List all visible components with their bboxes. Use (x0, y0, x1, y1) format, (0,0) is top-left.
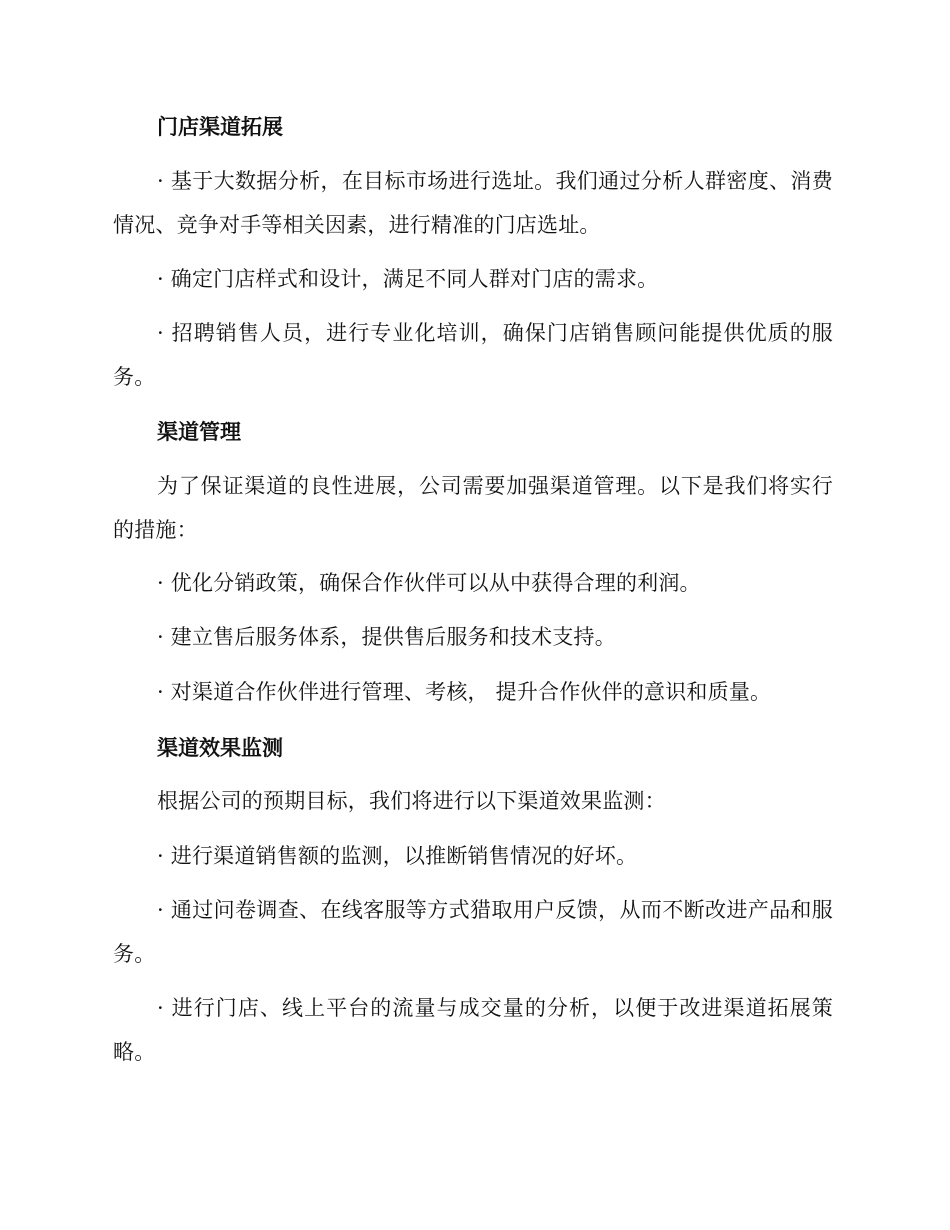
paragraph: · 通过问卷调查、在线客服等方式猎取用户反馈，从而不断改进产品和服务。 (113, 898, 833, 966)
paragraph: · 确定门店样式和设计，满足不同人群对门店的需求。 (157, 267, 659, 291)
paragraph: · 基于大数据分析，在目标市场进行选址。我们通过分析人群密度、消费情况、竞争对手等相关因素，进行精准的门店选址。 (113, 169, 833, 237)
paragraph: · 进行门店、线上平台的流量与成交量的分析，以便于改进渠道拓展策略。 (113, 996, 833, 1064)
paragraph: · 建立售后服务体系，提供售后服务和技术支持。 (157, 625, 616, 649)
section-heading-channel-management: 渠道管理 (157, 419, 241, 444)
paragraph: · 进行渠道销售额的监测，以推断销售情况的好坏。 (157, 844, 638, 868)
paragraph: 根据公司的预期目标，我们将进行以下渠道效果监测： (157, 789, 666, 813)
paragraph: · 对渠道合作伙伴进行管理、考核， 提升合作伙伴的意识和质量。 (157, 680, 772, 704)
paragraph: · 优化分销政策，确保合作伙伴可以从中获得合理的利润。 (157, 571, 701, 595)
paragraph: · 招聘销售人员，进行专业化培训，确保门店销售顾问能提供优质的服务。 (113, 321, 833, 389)
section-heading-store-channel: 门店渠道拓展 (157, 114, 283, 139)
paragraph: 为了保证渠道的良性进展，公司需要加强渠道管理。以下是我们将实行的措施： (113, 474, 833, 542)
section-heading-channel-monitoring: 渠道效果监测 (157, 735, 283, 760)
